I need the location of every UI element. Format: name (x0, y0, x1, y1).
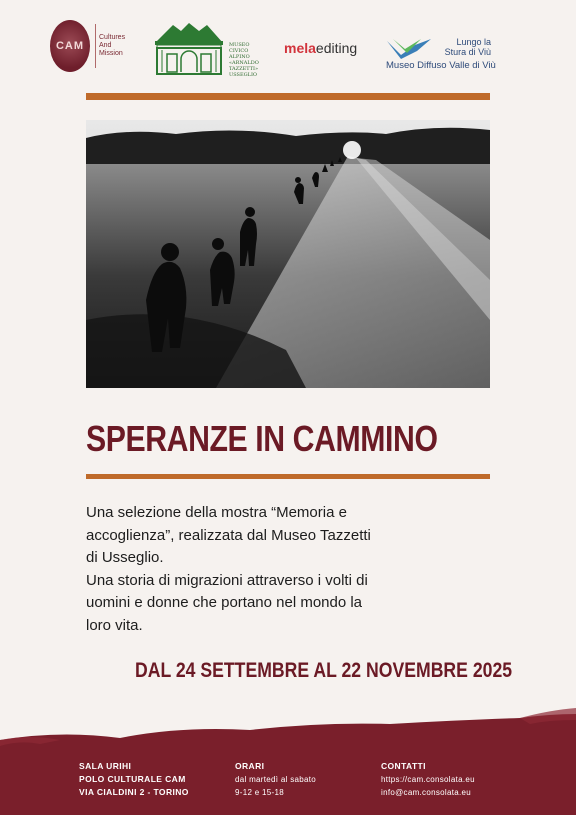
viu-logo-subtitle: Lungo la Stura di Viù (444, 37, 491, 57)
logo-bar (0, 0, 576, 92)
river-logo-icon (387, 37, 431, 59)
cam-logo: CAM (50, 20, 90, 72)
footer (0, 760, 576, 815)
email-link[interactable]: info@cam.consolata.eu (381, 788, 472, 797)
footer-venue: SALA URIHI POLO CULTURALE CAM VIA CIALDINI 2 - TORINO (79, 761, 189, 797)
contacts-heading: CONTATTI (381, 761, 426, 771)
title-divider (86, 474, 490, 479)
viu-logo-title: Museo Diffuso Valle di Viù (386, 60, 496, 71)
museo-logo-text: MUSEO CIVICO ALPINO «ARNALDO TAZZETTI» USSEGLIO (229, 42, 259, 78)
exhibition-description (86, 502, 386, 637)
website-link[interactable]: https://cam.consolata.eu (381, 775, 475, 784)
hours-heading: ORARI (235, 761, 265, 771)
hero-photo (86, 120, 490, 388)
top-divider (86, 93, 490, 100)
melaediting-logo: melaediting (284, 40, 358, 56)
cam-logo-text: Cultures And Mission (99, 34, 126, 57)
exhibition-dates: DAL 24 SETTEMBRE AL 22 NOVEMBRE 2025 (135, 659, 513, 682)
footer-hours: ORARI dal martedì al sabato 9-12 e 15-18 (235, 761, 317, 797)
museo-building-logo (153, 21, 225, 75)
logo-divider (95, 24, 96, 68)
exhibition-title: SPERANZE IN CAMMINO (86, 418, 438, 459)
description-paragraph: Una storia di migrazioni attraverso i volti di uomini e donne che portano nel mondo la loro vita. (86, 571, 368, 634)
footer-contacts (381, 760, 475, 799)
description-paragraph: Una selezione della mostra “Memoria e accoglienza”, realizzata dal Museo Tazzetti di Usseglio. (86, 504, 371, 566)
